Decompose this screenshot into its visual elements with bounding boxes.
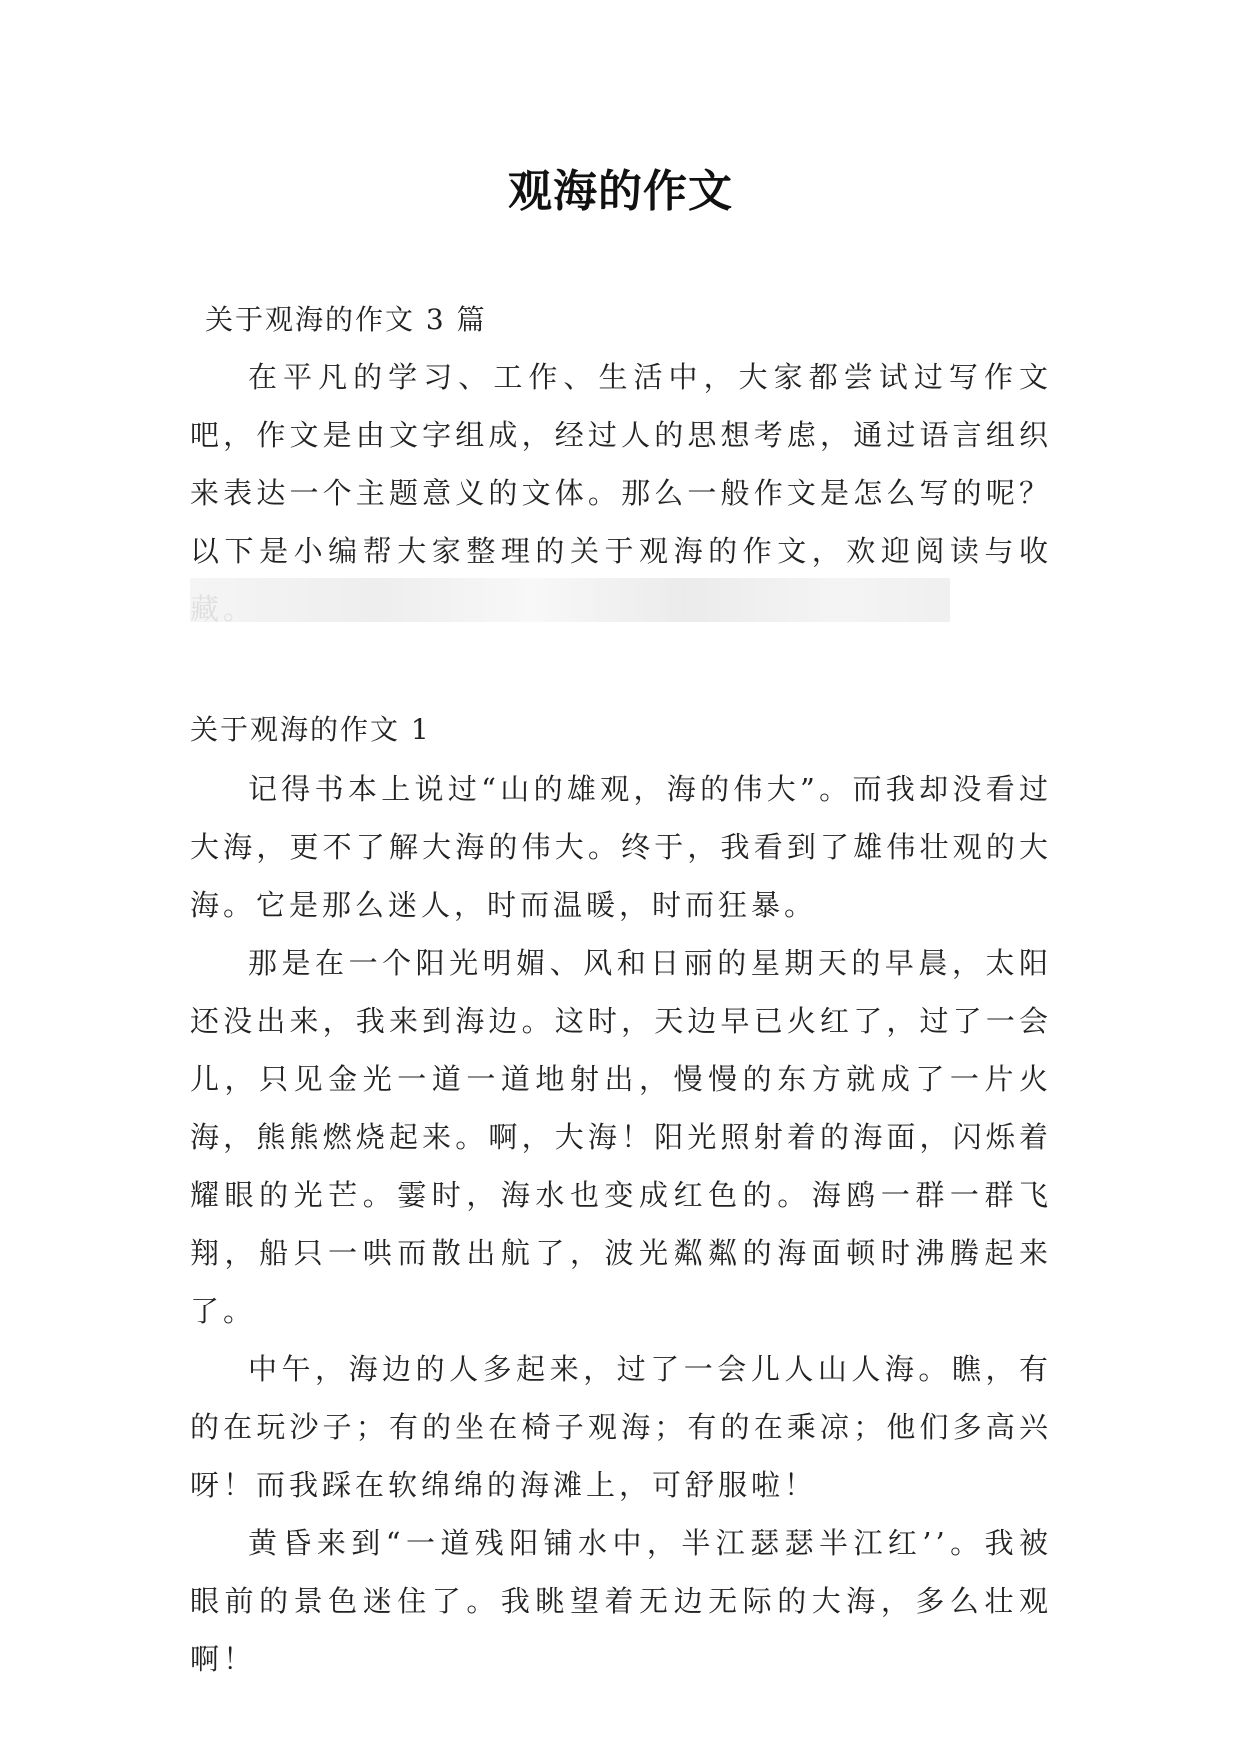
essay-paragraph: 记得书本上说过“山的雄观，海的伟大”。而我却没看过大海，更不了解大海的伟大。终于，我看到了雄伟壮观的大海。它是那么迷人，时而温暖，时而狂暴。: [190, 772, 1052, 922]
section-heading: 关于观海的作文 1: [190, 713, 431, 746]
essay-paragraph: 中午，海边的人多起来，过了一会儿人山人海。瞧，有的在玩沙子；有的坐在椅子观海；有的在乘凉；他们多高兴呀！而我踩在软绵绵的海滩上，可舒服啦！: [190, 1352, 1052, 1502]
document-subtitle: 关于观海的作文 3 篇: [205, 303, 487, 336]
essay-paragraph: 那是在一个阳光明媚、风和日丽的星期天的早晨，太阳还没出来，我来到海边。这时，天边早已火红了，过了一会儿，只见金光一道一道地射出，慢慢的东方就成了一片火海，熊熊燃烧起来。啊，大海！阳光照射着的海面，闪烁着耀眼的光芒。霎时，海水也变成红色的。海鸥一群一群飞翔，船只一哄而散出航了，波光粼粼的海面顿时沸腾起来了。: [190, 946, 1052, 1328]
essay-body: [190, 760, 1052, 1688]
decorative-banner-image: [190, 578, 950, 622]
document-title: 观海的作文: [508, 166, 733, 217]
essay-paragraph: 黄昏来到“一道残阳铺水中，半江瑟瑟半江红’’。我被眼前的景色迷住了。我眺望着无边无际的大海，多么壮观啊！: [190, 1526, 1052, 1676]
intro-paragraph: 在平凡的学习、工作、生活中，大家都尝试过写作文吧，作文是由文字组成，经过人的思想考虑，通过语言组织来表达一个主题意义的文体。那么一般作文是怎么写的呢？以下是小编帮大家整理的关于观海的作文，欢迎阅读与收: [190, 360, 1052, 568]
